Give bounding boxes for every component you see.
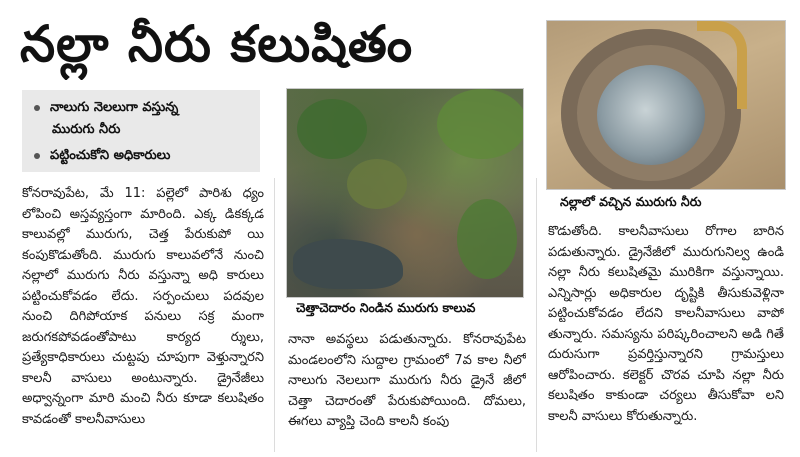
kicker-text-2: మురుగు నీరు [52,122,121,137]
bullet-icon [34,153,40,159]
drain-water [293,239,403,289]
article-column-3 [548,222,784,452]
well-water [597,65,705,165]
article-paragraph: కొడుతోంది. కాలనీవాసులు రోగాల బారిన పడుతున్నారు. డ్రైనేజీలో మురుగునిల్వ ఉండి నల్లా నీరు కలుషితమై మురికిగా వస్తున్నాయి. ఎన్నిసార్లు అధికారుల దృష్టికి తీసుకువెళ్లినా పట్టించుకోవడం లేదని కాలనీవాసులు వాపో తున్నారు. సమస్యను పరిష్కరించాలని అడి గితే దురుసుగా ప్రవర్తిస్తున్నారని గ్రామస్తులు ఆరోపించారు. కలెక్టర్ చొరవ చూపి నల్లా నీరు కలుషితం కాకుండా చర్యలు తీసుకోవా లని కాలనీ వాసులు కోరుతున్నారు. [548,224,784,424]
article-paragraph: కోనరావుపేట, మే 11: పల్లెలో పారిశు ధ్యం లోపించి అస్తవ్యస్తంగా మారింది. ఎక్క డికక్కడ కాలువల్లో మురుగు, చెత్త పేరుకుపో యి కంపుకొడుతోంది. మురుగు కాలువలోనే నుంచి నల్లాలో మురుగు నీరు వస్తున్నా అధి కారులు పట్టించుకోవడం లేదు. సర్పంచులు పదవుల నుంచి దిగిపోయాక పనులు సక్ర మంగా జరుగకపోవడంతోపాటు కార్యద ర్శులు, ప్రత్యేకాధికారులు చుట్టపు చూపుగా వెళ్తున్నారని కాలనీ వాసులు అంటున్నారు. డ్రైనేజీలు అధ్వాన్నంగా మారి మంచి నీరు కూడా కలుషితం కావడంతో కాలనీవాసులు [22,186,264,427]
kicker-box [22,90,260,172]
kicker-line-3 [34,144,170,168]
headline: నల్లా నీరు కలుషితం [20,15,414,73]
kicker-line-2 [52,118,120,142]
drain-photo [286,88,524,298]
bullet-icon [34,105,40,111]
article-paragraph: నానా అవస్థలు పడుతున్నారు. కోనరావుపేట మండలంలోని సుద్దాల గ్రామంలో 7వ కాల నీలో నాలుగు నెలలుగా మురుగు నీరు డ్రైనే జీలో చెత్తా చెదారంతో పేరుకుపోయింది. దోమలు, ఈగలు వ్యాప్తి చెంది కాలనీ కంపు [288,332,526,429]
kicker-text-1: నాలుగు నెలలుగా వస్తున్న [50,100,179,115]
article-column-2 [288,330,526,452]
tap-pipe [697,21,747,109]
drain-photo-caption: చెత్తాచెదారం నిండిన మురుగు కాలువ [296,300,476,315]
kicker-line-1 [34,96,178,120]
well-photo-caption: నల్లాలో వచ్చిన మురుగు నీరు [560,194,702,209]
well-water-photo [546,20,786,190]
column-divider [274,178,275,452]
article-column-1 [22,184,264,452]
kicker-text-3: పట్టించుకోని అధికారులు [50,148,171,163]
column-divider [536,178,537,452]
